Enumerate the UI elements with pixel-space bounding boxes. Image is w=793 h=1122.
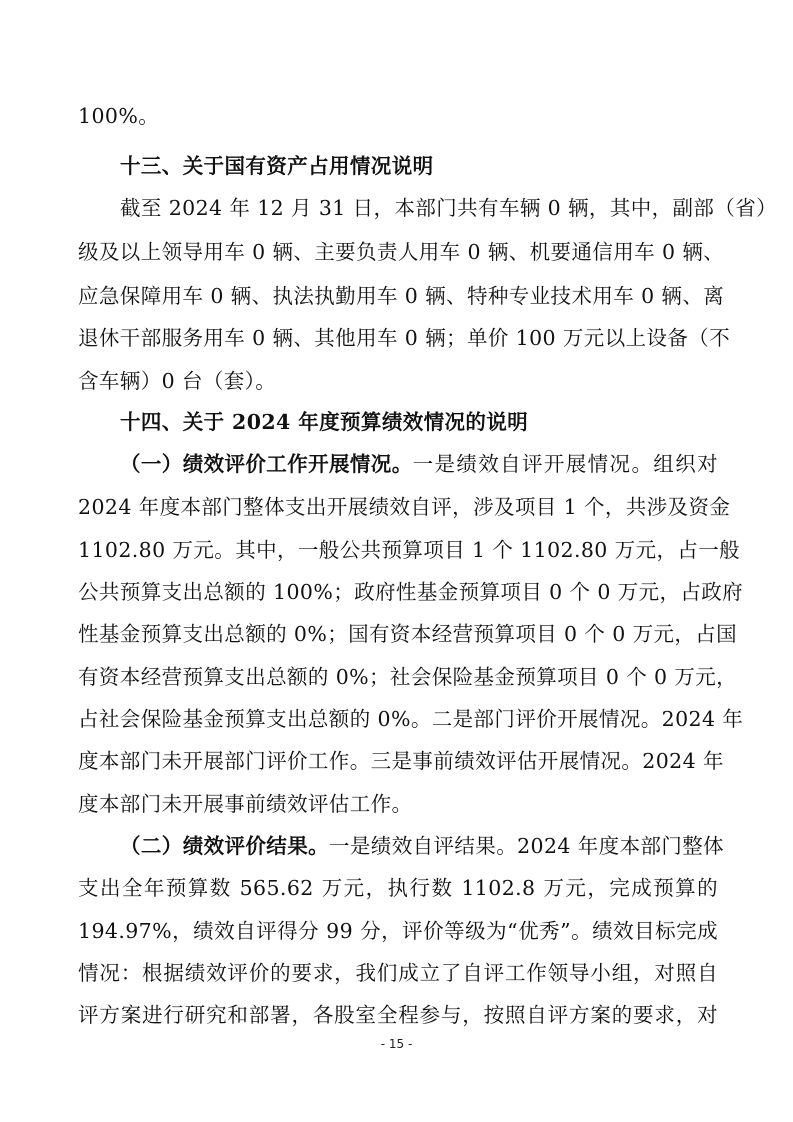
section-13-line-4: 退休干部服务用车 0 辆、其他用车 0 辆；单价 100 万元以上设备（不 (78, 326, 731, 350)
part-2-first-line-text: 一是绩效自评结果。2024 年度本部门整体 (329, 834, 725, 858)
section-13-line-1: 截至 2024 年 12 月 31 日，本部门共有车辆 0 辆，其中，副部（省） (120, 196, 778, 220)
part-2-first-line (120, 834, 725, 858)
part-2-line-2: 支出全年预算数 565.62 万元，执行数 1102.8 万元，完成预算的 (78, 876, 718, 900)
part-1-line-2: 2024 年度本部门整体支出开展绩效自评，涉及项目 1 个，共涉及资金 (78, 495, 731, 519)
section-13-line-3: 应急保障用车 0 辆、执法执勤用车 0 辆、特种专业技术用车 0 辆、离 (78, 284, 725, 308)
section-13-line-2: 级及以上领导用车 0 辆、主要负责人用车 0 辆、机要通信用车 0 辆、 (78, 240, 725, 264)
part-1-line-3: 1102.80 万元。其中，一般公共预算项目 1 个 1102.80 万元，占一般 (78, 538, 741, 562)
section-14-heading: 十四、关于 2024 年度预算绩效情况的说明 (120, 410, 529, 434)
part-1-first-line-text: 一是绩效自评开展情况。组织对 (412, 452, 718, 476)
part-2-line-5: 评方案进行研究和部署，各股室全程参与，按照自评方案的要求，对 (78, 1003, 718, 1027)
part-1-line-7: 占社会保险基金预算支出总额的 0%。二是部门评价开展情况。2024 年 (78, 707, 744, 731)
page-number: - 15 - (380, 1037, 413, 1051)
continuation-text: 100%。 (78, 104, 160, 128)
part-1-line-9: 度本部门未开展事前绩效评估工作。 (78, 792, 413, 816)
section-13-heading: 十三、关于国有资产占用情况说明 (120, 154, 434, 178)
part-2-line-3: 194.97%，绩效自评得分 99 分，评价等级为“优秀”。绩效目标完成 (78, 919, 718, 943)
part-2-title: （二）绩效评价结果。 (120, 834, 329, 858)
part-1-line-4: 公共预算支出总额的 100%；政府性基金预算项目 0 个 0 万元，占政府 (78, 580, 744, 604)
part-1-line-8: 度本部门未开展部门评价工作。三是事前绩效评估开展情况。2024 年 (78, 749, 724, 773)
section-13-line-5: 含车辆）0 台（套）。 (78, 369, 277, 393)
part-1-title: （一）绩效评价工作开展情况。 (120, 452, 413, 476)
part-1-first-line (120, 452, 718, 476)
part-1-line-5: 性基金预算支出总额的 0%；国有资本经营预算项目 0 个 0 万元，占国 (78, 622, 738, 646)
part-2-line-4: 情况：根据绩效评价的要求，我们成立了自评工作领导小组，对照自 (78, 961, 718, 985)
part-1-line-6: 有资本经营预算支出总额的 0%；社会保险基金预算项目 0 个 0 万元， (78, 665, 738, 689)
